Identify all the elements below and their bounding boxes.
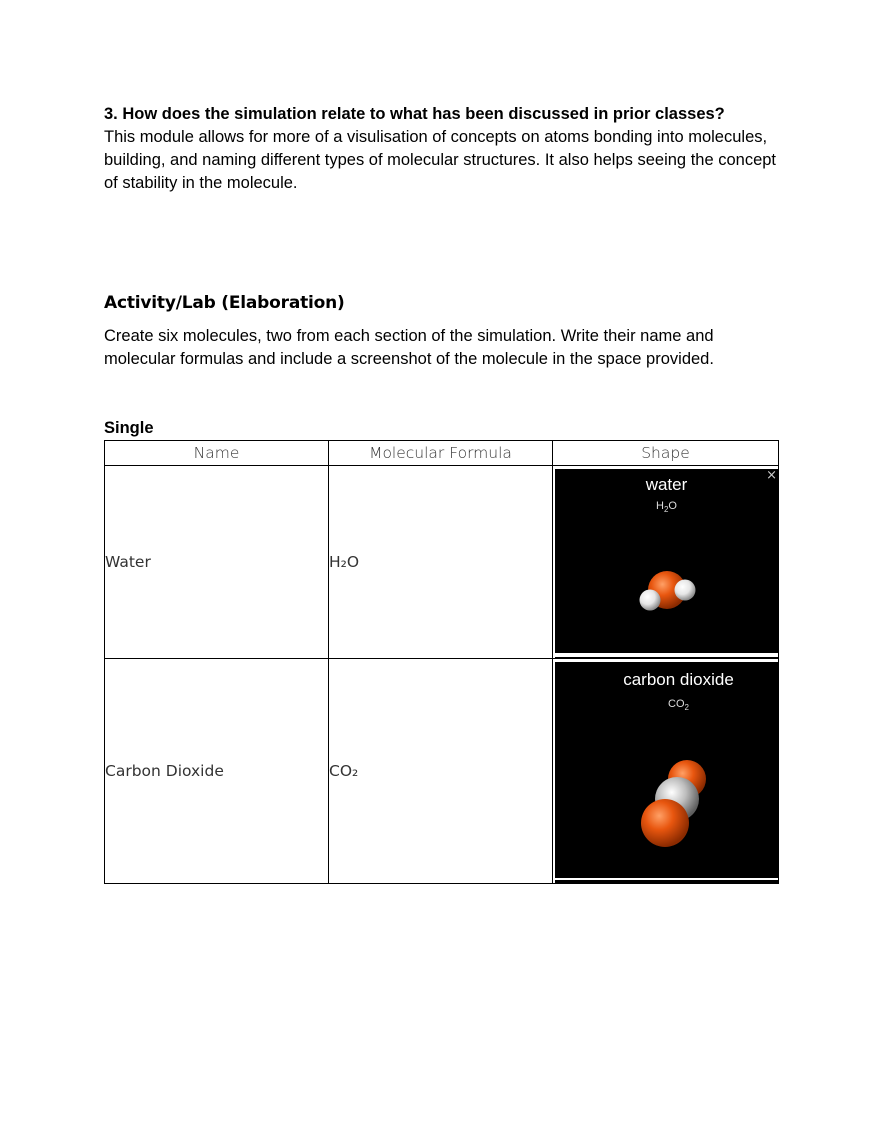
question-answer: This module allows for more of a visulisation of concepts on atoms bonding into molecules, building, and naming different types of molecular structures. It also helps seeing the concept of stability in the molecule. xyxy=(104,128,777,192)
cell-shape xyxy=(553,466,779,659)
formula-base: CO xyxy=(668,698,685,710)
hydrogen-atom xyxy=(640,590,661,611)
water-molecule-model xyxy=(555,469,778,653)
activity-heading: Activity/Lab (Elaboration) xyxy=(104,293,345,313)
header-name: Name xyxy=(105,441,329,466)
molecule-screenshot xyxy=(555,469,778,653)
formula-subscript: 2 xyxy=(663,505,669,515)
close-icon[interactable]: × xyxy=(766,469,777,483)
formula-subscript: 2 xyxy=(684,703,689,713)
molecule-title: carbon dioxide xyxy=(623,670,734,689)
formula-base: H xyxy=(656,500,664,512)
cell-formula: CO₂ xyxy=(329,659,553,884)
molecule-title: water xyxy=(645,475,688,494)
panel-divider xyxy=(555,880,778,883)
question-title: 3. How does the simulation relate to what has been discussed in prior classes? xyxy=(104,105,725,123)
cell-shape xyxy=(553,659,779,884)
hydrogen-atom xyxy=(675,580,696,601)
table-row xyxy=(105,466,779,659)
table-label: Single xyxy=(104,419,154,437)
header-shape: Shape xyxy=(553,441,779,466)
table-header-row xyxy=(105,441,779,466)
activity-instructions: Create six molecules, two from each section of the simulation. Write their name and molecular formulas and include a screenshot of the molecule in the space provided. xyxy=(104,327,714,368)
question-block xyxy=(104,103,784,195)
formula-tail: O xyxy=(668,500,677,512)
molecule-screenshot xyxy=(555,662,778,878)
oxygen-atom xyxy=(641,799,689,847)
cell-name: Carbon Dioxide xyxy=(105,659,329,884)
molecule-table xyxy=(104,440,779,884)
cell-name: Water xyxy=(105,466,329,659)
carbon-dioxide-molecule-model xyxy=(555,662,778,878)
header-formula: Molecular Formula xyxy=(329,441,553,466)
table-row xyxy=(105,659,779,884)
cell-formula: H₂O xyxy=(329,466,553,659)
